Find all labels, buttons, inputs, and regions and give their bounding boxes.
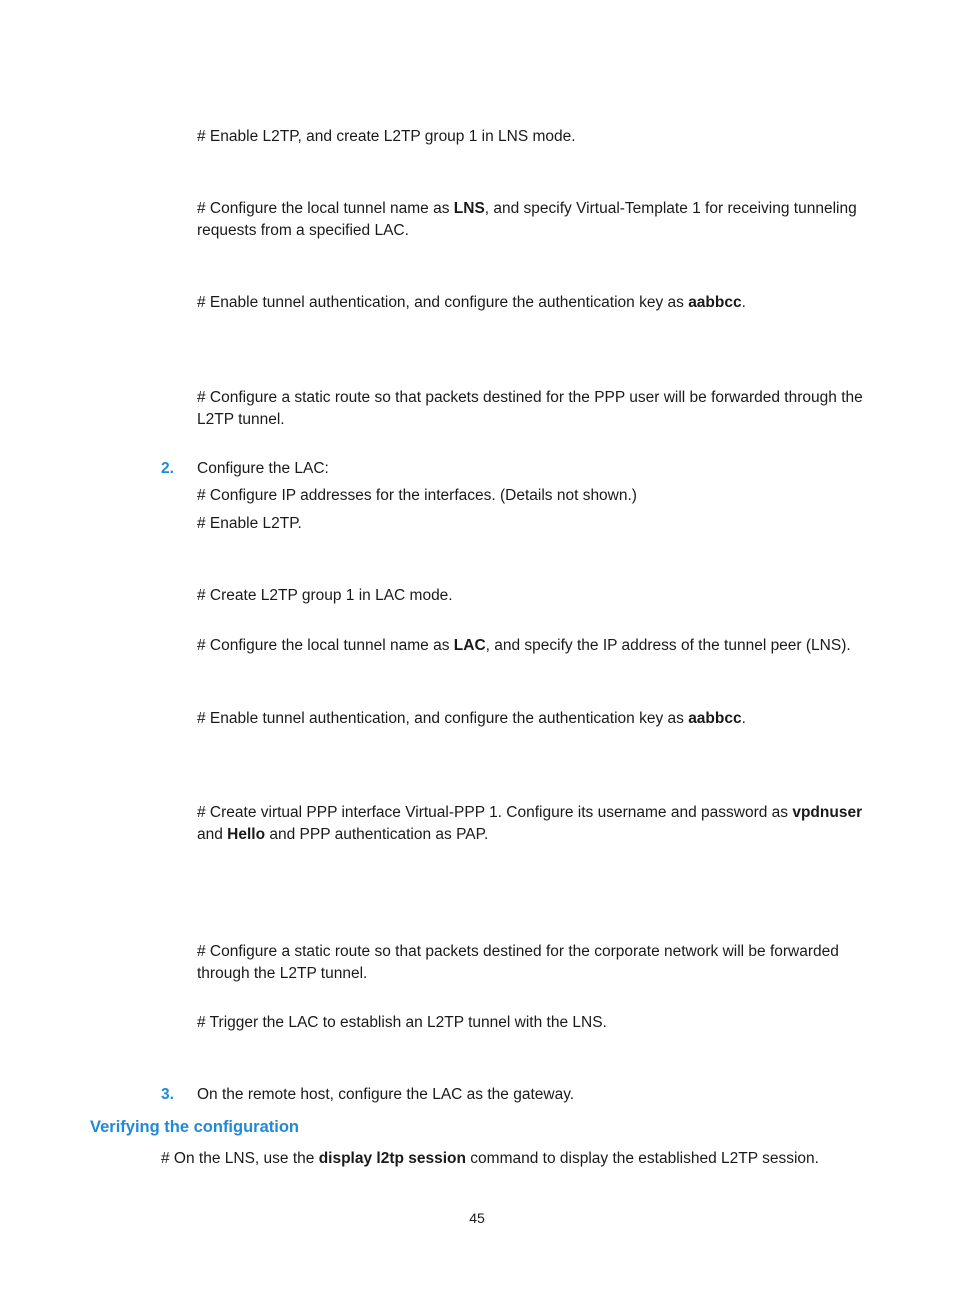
lac-enable-l2tp: # Enable L2TP. bbox=[197, 515, 302, 532]
verify-command: display l2tp session bbox=[318, 1150, 466, 1167]
lac-tunnel-auth: # Enable tunnel authentication, and configure the authentication key as aabbcc. bbox=[197, 710, 746, 727]
lac-tunnel-name: # Configure the local tunnel name as LAC, and specify the IP address of the tunnel peer (LNS). bbox=[197, 637, 851, 654]
vppp-password: Hello bbox=[227, 825, 266, 843]
lns-name-bold: LNS bbox=[453, 200, 485, 217]
page-number: 45 bbox=[469, 1210, 485, 1226]
step-3-number: 3. bbox=[161, 1086, 174, 1103]
verify-text: # On the LNS, use the display l2tp session command to display the established L2TP session. bbox=[161, 1150, 819, 1167]
lac-auth-key: aabbcc bbox=[688, 710, 742, 727]
lac-ip: # Configure IP addresses for the interfaces. (Details not shown.) bbox=[197, 487, 637, 504]
lns-auth-key: aabbcc bbox=[688, 294, 742, 311]
lac-create-group: # Create L2TP group 1 in LAC mode. bbox=[197, 587, 453, 604]
lac-trigger: # Trigger the LAC to establish an L2TP tunnel with the LNS. bbox=[197, 1014, 607, 1031]
vppp-username: vpdnuser bbox=[792, 804, 863, 821]
step-3-text: On the remote host, configure the LAC as the gateway. bbox=[197, 1086, 575, 1103]
lns-tunnel-auth: # Enable tunnel authentication, and configure the authentication key as aabbcc. bbox=[197, 294, 746, 311]
step-2-number: 2. bbox=[161, 460, 174, 477]
lns-tunnel-name: # Configure the local tunnel name as LNS, and specify Virtual-Template 1 for receiving tunneling requests from a specified LAC. bbox=[197, 200, 857, 239]
lac-static-route: # Configure a static route so that packets destined for the corporate network will be forwarded through the L2TP tunnel. bbox=[197, 943, 839, 982]
lns-enable-l2tp: # Enable L2TP, and create L2TP group 1 in LNS mode. bbox=[197, 128, 576, 145]
lac-name-bold: LAC bbox=[453, 637, 486, 654]
lns-static-route: # Configure a static route so that packets destined for the PPP user will be forwarded through the L2TP tunnel. bbox=[197, 389, 863, 428]
lac-virtual-ppp: # Create virtual PPP interface Virtual-PPP 1. Configure its username and password as vpdnuser and Hello and PPP authentication as PAP. bbox=[197, 804, 863, 843]
verify-heading: Verifying the configuration bbox=[90, 1118, 300, 1136]
step-2-title: Configure the LAC: bbox=[197, 460, 329, 477]
